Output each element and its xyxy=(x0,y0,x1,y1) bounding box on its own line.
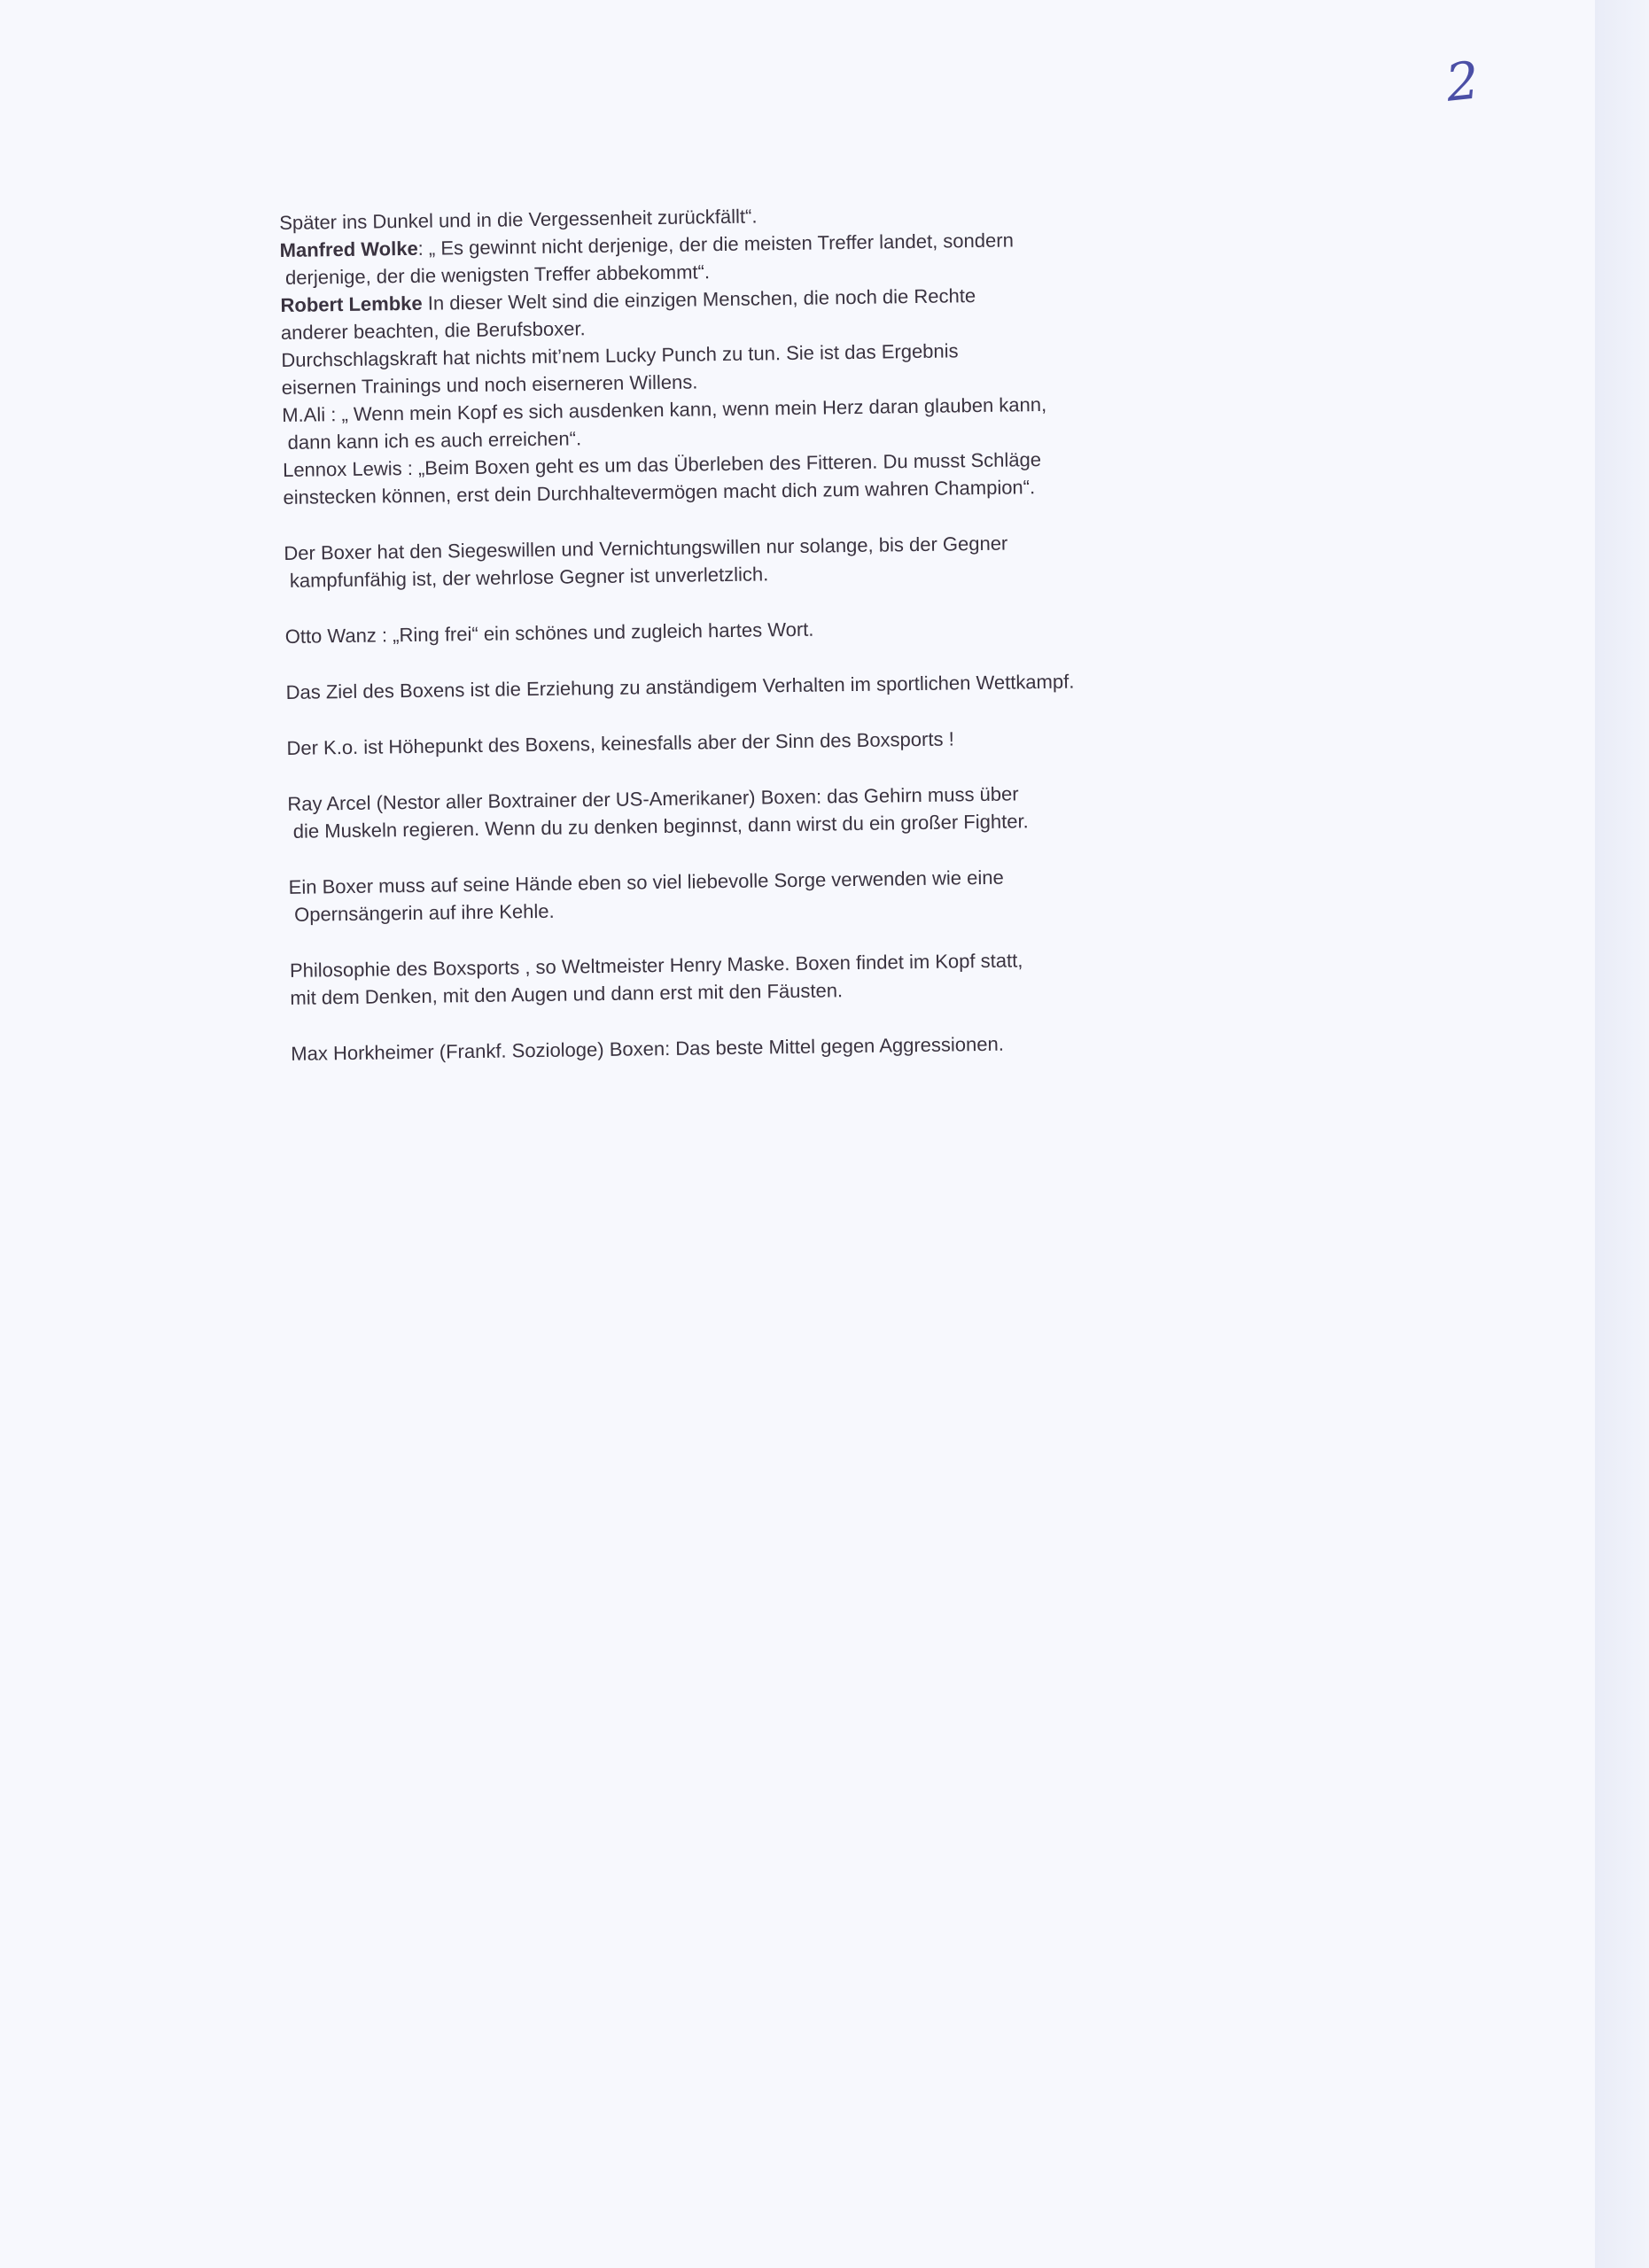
text-line: Max Horkheimer (Frankf. Soziologe) Boxen: Das beste Mittel gegen Aggressionen. xyxy=(291,1032,1005,1065)
text-line: derjenige, der die wenigsten Treffer abbekommt“. xyxy=(284,260,711,289)
text-line: Lennox Lewis : „Beim Boxen geht es um das Überleben des Fitteren. Du musst Schläge xyxy=(282,448,1042,481)
text-line: Später ins Dunkel und in die Vergessenheit zurückfällt“. xyxy=(279,205,758,234)
text-line: Durchschlagskraft hat nichts mit’nem Lucky Punch zu tun. Sie ist das Ergebnis xyxy=(281,339,959,371)
text-line: die Muskeln regieren. Wenn du zu denken beginnst, dann wirst du ein großer Fighter. xyxy=(292,810,1029,843)
text-line: anderer beachten, die Berufsboxer. xyxy=(280,317,586,344)
quote-text: : „ Es gewinnt nicht derjenige, der die meisten Treffer landet, sondern xyxy=(417,229,1015,260)
text-line: kampfunfähig ist, der wehrlose Gegner ist unverletzlich. xyxy=(289,563,769,592)
text-line: Ein Boxer muss auf seine Hände eben so viel liebevolle Sorge verwenden wie eine xyxy=(288,866,1004,898)
text-line: Ray Arcel (Nestor aller Boxtrainer der US-Amerikaner) Boxen: das Gehirn muss über xyxy=(287,782,1019,815)
text-line: Otto Wanz : „Ring frei“ ein schönes und zugleich hartes Wort. xyxy=(284,617,814,648)
text-line: eisernen Trainings und noch eiserneren Willens. xyxy=(281,370,698,399)
scan-edge xyxy=(1595,0,1649,2268)
speaker-name: Manfred Wolke xyxy=(279,237,418,261)
document-body xyxy=(279,196,1221,1068)
text-line: mit dem Denken, mit den Augen und dann erst mit den Fäusten. xyxy=(290,979,844,1009)
text-line: Das Ziel des Boxens ist die Erziehung zu anständigem Verhalten im sportlichen Wettkampf. xyxy=(285,670,1075,703)
text-line: Der K.o. ist Höhepunkt des Boxens, keinesfalls aber der Sinn des Boxsports ! xyxy=(286,727,954,759)
text-line: Philosophie des Boxsports , so Weltmeister Henry Maske. Boxen findet im Kopf statt, xyxy=(289,949,1023,982)
quote-text: In dieser Welt sind die einzigen Menschen, die noch die Rechte xyxy=(422,284,976,315)
speaker-name: Robert Lembke xyxy=(280,291,423,316)
page-number: 2 xyxy=(1443,50,1482,113)
text-line: einstecken können, erst dein Durchhaltevermögen macht dich zum wahren Champion“. xyxy=(283,476,1036,509)
text-line: dann kann ich es auch erreichen“. xyxy=(287,427,582,454)
text-line: Opernsängerin auf ihre Kehle. xyxy=(293,899,555,926)
text-line: M.Ali : „ Wenn mein Kopf es sich ausdenken kann, wenn mein Herz daran glauben kann, xyxy=(282,392,1047,426)
text-line: Der Boxer hat den Siegeswillen und Vernichtungswillen nur solange, bis der Gegner xyxy=(284,532,1008,564)
